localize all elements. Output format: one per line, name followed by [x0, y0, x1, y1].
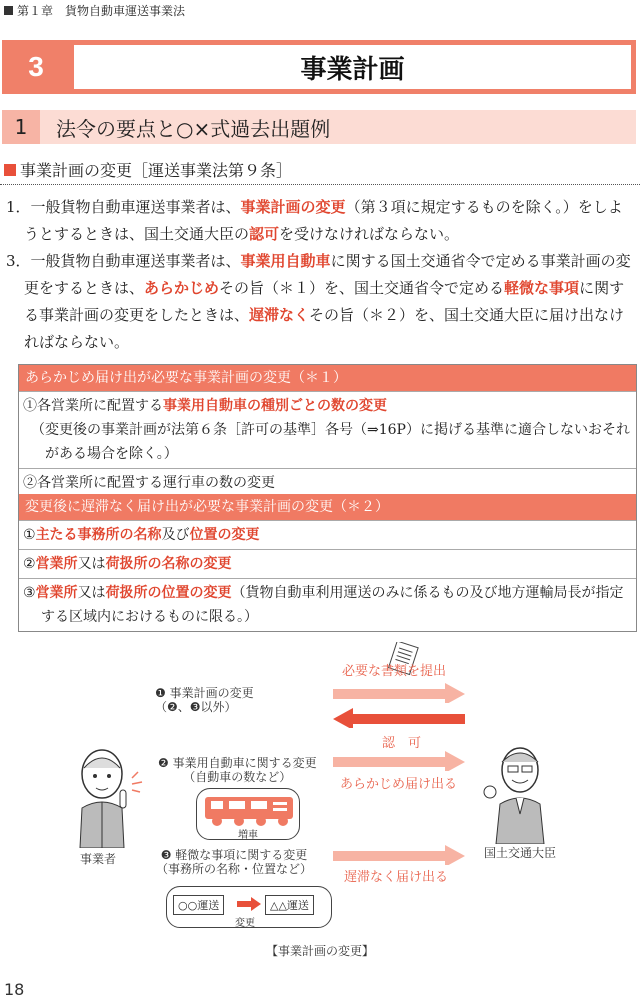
table-row: ②各営業所に配置する運行車の数の変更 — [19, 468, 636, 497]
text: その旨（＊１）を、国土交通省令で定める — [219, 279, 505, 297]
text: ❷ 事業用自動車に関する変更 — [158, 756, 317, 770]
text: （貨物自動車利用運送のみに係るもの及び地方運輸局長が指定する区域内におけるものに限る。） — [41, 585, 624, 625]
text: 及び — [161, 527, 190, 543]
change-arrow-icon — [237, 897, 261, 911]
text: 又は — [77, 556, 106, 572]
text: ② — [23, 556, 36, 572]
minister-label: 国土交通大臣 — [484, 846, 557, 860]
chapter-title: 事業計画 — [74, 45, 631, 89]
advance-notice-label: あらかじめ届け出る — [340, 777, 458, 792]
highlight: 営業所 — [35, 556, 78, 572]
old-name-box: ○○運送 — [173, 895, 224, 915]
item-1-label — [155, 686, 254, 714]
table-header: 変更後に遅滞なく届け出が必要な事業計画の変更（＊２） — [19, 494, 636, 520]
text: に関する事業計画の変更をしたときは、 — [24, 279, 625, 324]
business-operator-icon — [74, 748, 134, 848]
law-paragraph-3 — [6, 248, 636, 356]
name-change-bubble — [166, 886, 332, 928]
highlight: 主たる事務所の名称 — [35, 527, 162, 543]
advance-notice-table — [18, 364, 637, 498]
approval-label: 認 可 — [382, 736, 422, 751]
text: 又は — [77, 585, 106, 601]
highlight: あらかじめ — [144, 279, 220, 297]
submit-documents-label: 必要な書類を提出 — [342, 664, 447, 679]
table-row — [19, 549, 636, 578]
chapter-title-bar — [2, 40, 636, 94]
sub-heading — [4, 158, 292, 181]
highlight: 荷扱所の名称の変更 — [105, 556, 232, 572]
truck-bubble — [196, 788, 300, 840]
page-number: 18 — [4, 980, 25, 999]
law-paragraph-1 — [6, 194, 636, 248]
text: を受けなければならない。 — [279, 225, 460, 243]
text: その旨（＊２）を、国土交通大臣に届け出なければならない。 — [24, 306, 625, 351]
figure-caption: 【事業計画の変更】 — [265, 944, 374, 958]
chapter-number: 3 — [28, 51, 44, 82]
text: ❸ 軽微な事項に関する変更 — [160, 848, 308, 862]
truck-caption: 増車 — [238, 830, 258, 841]
dotted-divider — [0, 184, 640, 185]
table-row — [19, 578, 636, 631]
text: ③ — [23, 585, 36, 601]
section-title: 法令の要点と○×式過去出題例 — [56, 116, 331, 141]
highlight: 認可 — [249, 225, 280, 243]
new-name-box: △△運送 — [265, 895, 314, 915]
highlight: 位置の変更 — [189, 527, 260, 543]
table-note: （変更後の事業計画が法第６条［許可の基準］各号（⇒16P）に掲げる基準に適合しないおそれがある場合を除く。） — [31, 422, 630, 462]
truck-icon — [203, 793, 295, 827]
highlight: 営業所 — [35, 585, 78, 601]
change-label: 変更 — [235, 918, 255, 929]
operator-label: 事業者 — [80, 852, 117, 866]
text: （第３項に規定するものを除く。）をしようとするときは、国土交通大臣の — [24, 198, 623, 243]
table-row — [19, 520, 636, 549]
text: ①各営業所に配置する — [23, 398, 163, 414]
minister-icon — [482, 744, 552, 844]
highlight: 荷扱所の位置の変更 — [105, 585, 232, 601]
law-text — [6, 194, 636, 356]
highlight: 事業計画の変更 — [240, 198, 346, 216]
text: （事務所の名称・位置など） — [156, 862, 313, 876]
running-head — [4, 2, 185, 19]
text: （自動車の数など） — [183, 770, 292, 784]
prompt-notice-table — [18, 494, 637, 632]
square-bullet-icon — [4, 6, 13, 15]
red-square-bullet-icon — [4, 164, 16, 176]
highlight: 事業用自動車 — [240, 252, 331, 270]
running-head-text: 第１章 貨物自動車運送事業法 — [17, 4, 186, 18]
prompt-notice-arrow-icon — [333, 845, 465, 865]
prompt-notice-label: 遅滞なく届け出る — [344, 870, 449, 885]
approval-arrow-icon — [333, 708, 465, 728]
item-2-label — [158, 756, 317, 784]
advance-notice-arrow-icon — [333, 751, 465, 771]
section-number: 1 — [2, 110, 40, 144]
text: （❷、❸以外） — [155, 700, 237, 714]
process-diagram — [0, 640, 640, 940]
text: に関する国土交通省令で定める事業計画の変更をするときは、 — [24, 252, 631, 297]
submit-arrow-icon — [333, 683, 465, 703]
emphasis-lines-icon — [128, 768, 148, 798]
table-header: あらかじめ届け出が必要な事業計画の変更（＊１） — [19, 365, 636, 391]
section-title-bar — [2, 110, 636, 144]
text: ❶ 事業計画の変更 — [155, 686, 254, 700]
item-3-label — [156, 848, 312, 876]
table-row — [19, 391, 636, 468]
text: 3．一般貨物自動車運送事業者は、 — [6, 252, 241, 270]
highlight: 事業用自動車の種別ごとの数の変更 — [163, 398, 387, 414]
highlight: 遅滞なく — [249, 306, 310, 324]
text: ① — [23, 527, 36, 543]
text: 1．一般貨物自動車運送事業者は、 — [6, 198, 241, 216]
sub-heading-text: 事業計画の変更［運送事業法第９条］ — [20, 161, 293, 180]
highlight: 軽微な事項 — [504, 279, 580, 297]
